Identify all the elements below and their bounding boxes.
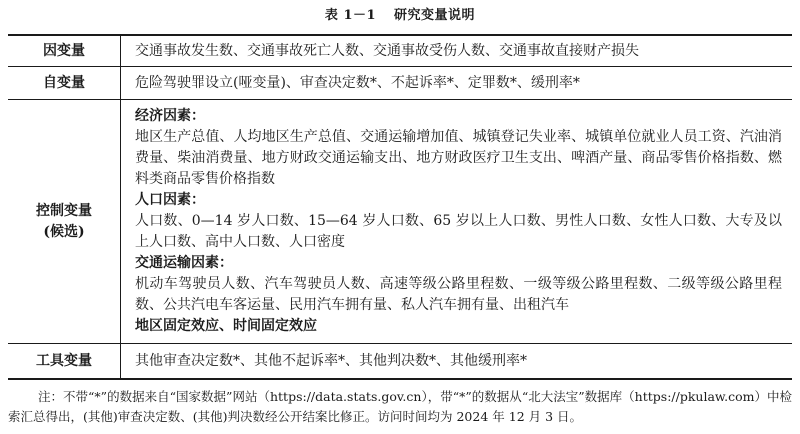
content-cell: 交通事故发生数、交通事故死亡人数、交通事故受伤人数、交通事故直接财产损失 [121, 35, 793, 67]
category-cell: 因变量 [8, 35, 121, 67]
table-row-instrument [8, 344, 792, 380]
category-sublabel: (候选) [43, 223, 85, 240]
category-cell [8, 100, 121, 344]
note-text: 注：不带“*”的数据来自“国家数据”网站（https://data.stats.gov.cn），带“*”的数据从“北大法宝”数据库（https://pkulaw.com）中检索汇总得出，(其他)审查决定数、(其他)判决数经公开结案比修正。访问时间均为 2024 年 12 月 3 日。 [8, 389, 792, 424]
table-caption [0, 4, 800, 23]
table-number: 表 1－1 [324, 8, 377, 23]
table-title: 研究变量说明 [394, 8, 476, 23]
content-cell: 危险驾驶罪设立(哑变量)、审查决定数*、不起诉率*、定罪数*、缓刑率* [121, 67, 793, 100]
transport-text: 机动车驾驶员人数、汽车驾驶员人数、高速等级公路里程数、一级等级公路里程数、二级等级公路里程数、公共汽电车客运量、民用汽车拥有量、私人汽车拥有量、出租汽车 [135, 276, 782, 313]
category-cell: 工具变量 [8, 344, 121, 380]
economic-text: 地区生产总值、人均地区生产总值、交通运输增加值、城镇登记失业率、城镇单位就业人员工资、汽油消费量、柴油消费量、地方财政交通运输支出、地方财政医疗卫生支出、啤酒产量、商品零售价格指数、燃料类商品零售价格指数 [135, 129, 782, 187]
economic-heading: 经济因素： [135, 108, 205, 124]
fixed-effects: 地区固定效应、时间固定效应 [135, 318, 317, 334]
variables-table [8, 34, 792, 380]
table-row-dependent [8, 35, 792, 67]
transport-heading: 交通运输因素： [135, 255, 233, 271]
population-text: 人口数、0—14 岁人口数、15—64 岁人口数、65 岁以上人口数、男性人口数、女性人口数、大专及以上人口数、高中人口数、人口密度 [135, 213, 782, 250]
content-cell: 其他审查决定数*、其他不起诉率*、其他判决数*、其他缓刑率* [121, 344, 793, 380]
table-row-control [8, 100, 792, 344]
content-cell [121, 100, 793, 344]
category-label: 控制变量 [36, 202, 92, 219]
table-row-independent [8, 67, 792, 100]
population-heading: 人口因素： [135, 192, 205, 208]
category-cell: 自变量 [8, 67, 121, 100]
table-note [8, 387, 792, 427]
